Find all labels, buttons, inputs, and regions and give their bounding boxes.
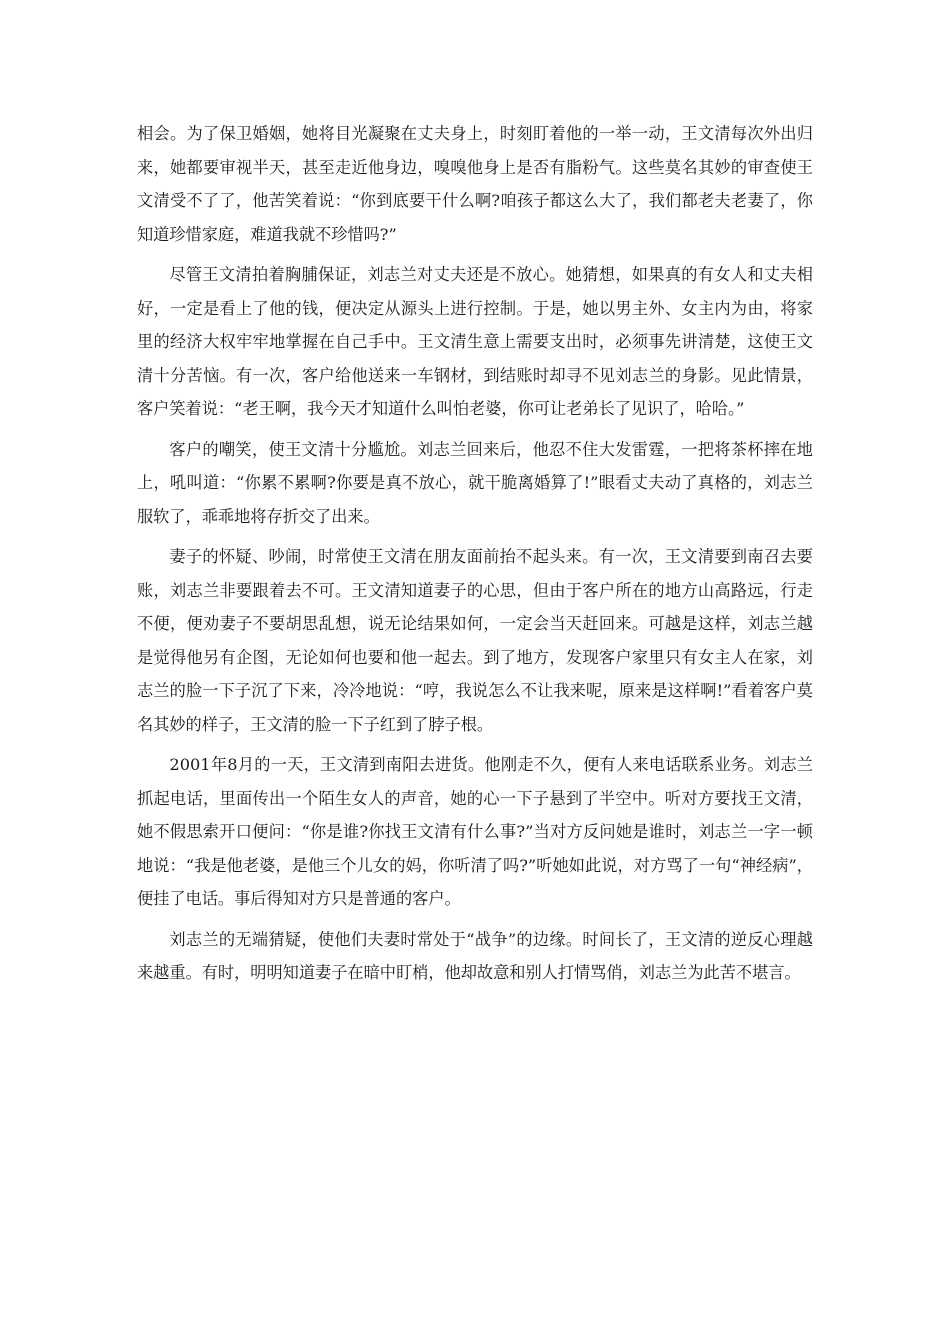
paragraph-4: 妻子的怀疑、吵闹，时常使王文清在朋友面前抬不起头来。有一次，王文清要到南召去要账，刘志兰非要跟着去不可。王文清知道妻子的心思，但由于客户所在的地方山高路远，行走不便，便劝妻子不要胡思乱想，说无论结果如何，一定会当天赶回来。可越是这样，刘志兰越是觉得他另有企图，无论如何也要和他一起去。到了地方，发现客户家里只有女主人在家，刘志兰的脸一下子沉了下来，冷冷地说：“哼，我说怎么不让我来呢，原来是这样啊!”看着客户莫名其妙的样子，王文清的脸一下子红到了脖子根。 [137,547,813,734]
paragraph-2: 尽管王文清拍着胸脯保证，刘志兰对丈夫还是不放心。她猜想，如果真的有女人和丈夫相好，一定是看上了他的钱，便决定从源头上进行控制。于是，她以男主外、女主内为由，将家里的经济大权牢牢地掌握在自己手中。王文清生意上需要支出时，必须事先讲清楚，这使王文清十分苦恼。有一次，客户给他送来一车钢材，到结账时却寻不见刘志兰的身影。见此情景，客户笑着说：“老王啊，我今天才知道什么叫怕老婆，你可让老弟长了见识了，哈哈。” [137,265,813,418]
article-body [137,117,813,997]
paragraph-3: 客户的嘲笑，使王文清十分尴尬。刘志兰回来后，他忍不住大发雷霆，一把将茶杯摔在地上，吼叫道：“你累不累啊?你要是真不放心，就干脆离婚算了!”眼看丈夫动了真格的，刘志兰服软了，乖乖地将存折交了出来。 [137,439,813,526]
paragraph-6: 刘志兰的无端猜疑，使他们夫妻时常处于“战争”的边缘。时间长了，王文清的逆反心理越来越重。有时，明明知道妻子在暗中盯梢，他却故意和别人打情骂俏，刘志兰为此苦不堪言。 [137,929,813,982]
paragraph-5: 2001年8月的一天，王文清到南阳去进货。他刚走不久，便有人来电话联系业务。刘志兰抓起电话，里面传出一个陌生女人的声音，她的心一下子悬到了半空中。听对方要找王文清，她不假思索开口便问：“你是谁?你找王文清有什么事?”当对方反问她是谁时，刘志兰一字一顿地说：“我是他老婆，是他三个儿女的妈，你听清了吗?”听她如此说，对方骂了一句“神经病”，便挂了电话。事后得知对方只是普通的客户。 [137,755,813,908]
paragraph-1: 相会。为了保卫婚姻，她将目光凝聚在丈夫身上，时刻盯着他的一举一动，王文清每次外出归来，她都要审视半天，甚至走近他身边，嗅嗅他身上是否有脂粉气。这些莫名其妙的审查使王文清受不了了，他苦笑着说：“你到底要干什么啊?咱孩子都这么大了，我们都老夫老妻了，你知道珍惜家庭，难道我就不珍惜吗?” [137,124,813,244]
